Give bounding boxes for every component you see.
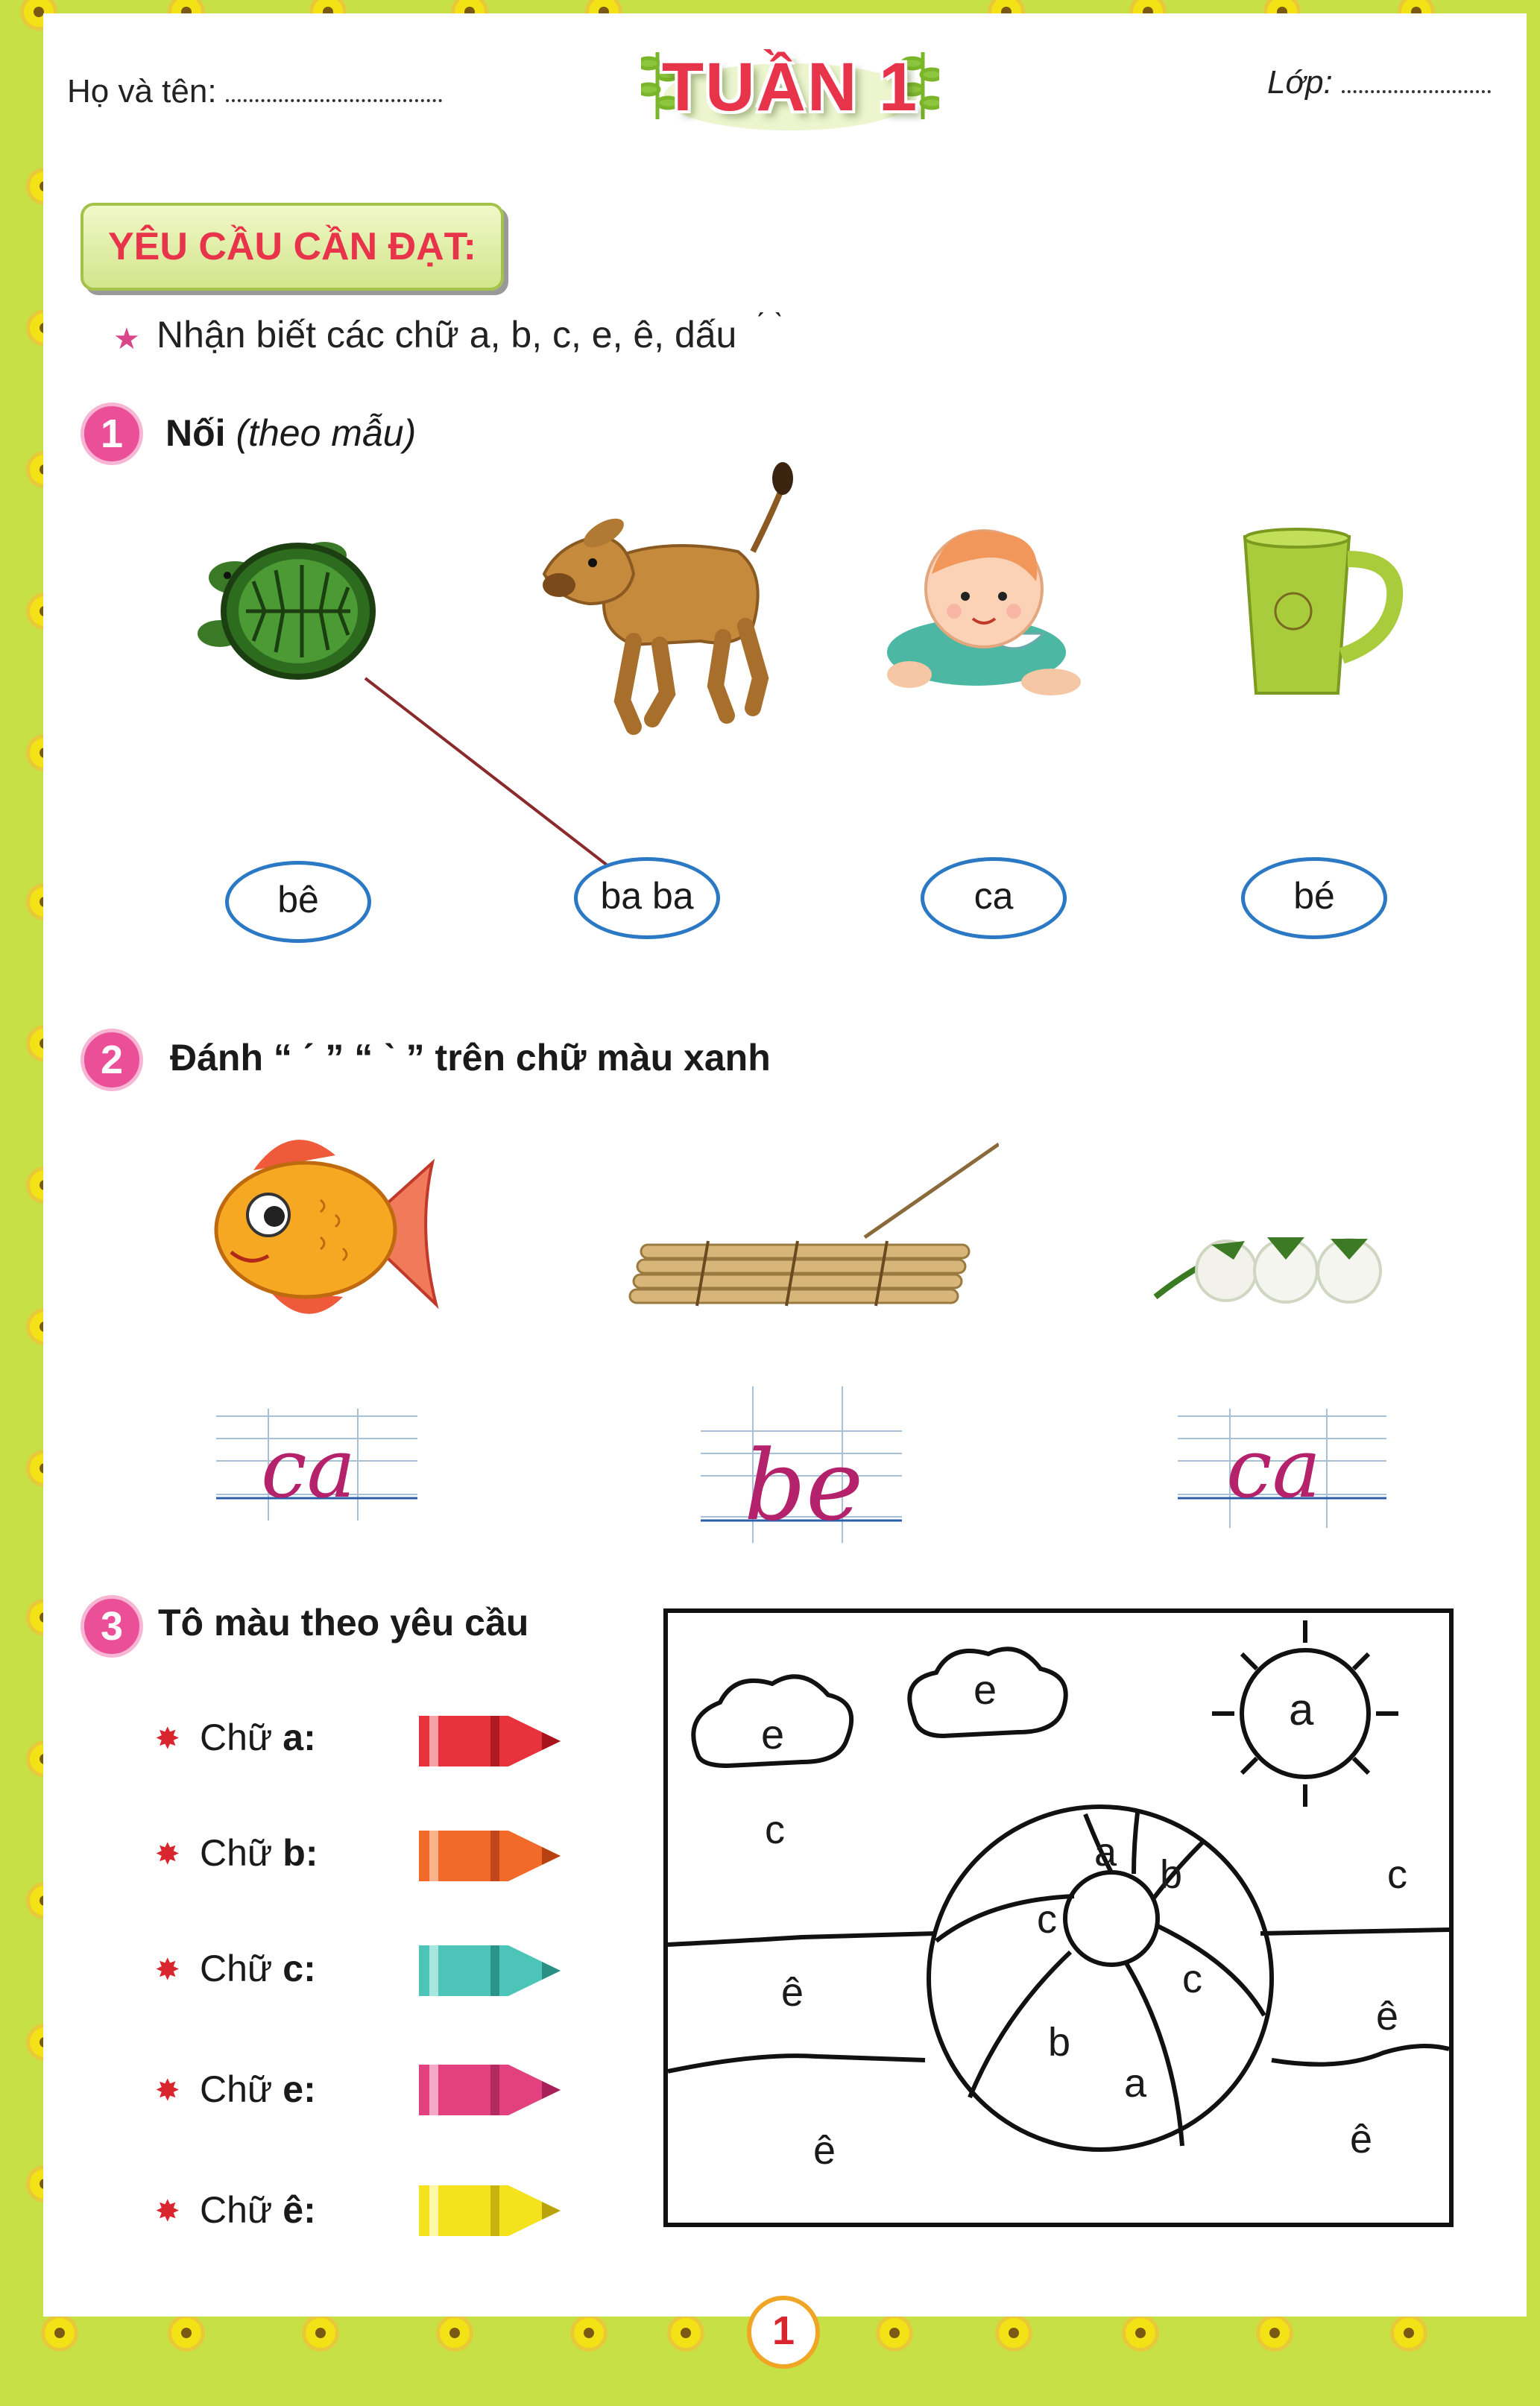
baby-icon — [880, 514, 1096, 708]
letter-sand-left: ê — [813, 2128, 836, 2173]
letter-ball-c2: c — [1182, 1957, 1202, 2001]
burst-icon: ✸ — [155, 1838, 180, 1871]
coloring-picture[interactable] — [663, 1608, 1454, 2227]
class-label: Lớp: — [1267, 64, 1333, 101]
letter-ball-a: a — [1124, 2061, 1147, 2106]
burst-icon: ✸ — [155, 1954, 180, 1986]
cursive-word-1: ca — [261, 1421, 356, 1516]
ball-seam-5 — [1126, 1963, 1182, 2146]
eggplant-icon — [1148, 1185, 1401, 1312]
legend-label-e: Chữ e: — [200, 2068, 316, 2110]
letter-sea-left: ê — [781, 1970, 804, 2015]
word-oval-ba-ba[interactable]: ba ba — [574, 857, 720, 939]
exercise-1-title-italic: (theo mẫu) — [236, 412, 417, 454]
flower-icon — [1394, 2318, 1424, 2348]
legend-label-e-hat: Chữ ê: — [200, 2189, 316, 2231]
burst-icon: ✸ — [155, 2074, 180, 2107]
horizon-left — [668, 1933, 936, 1945]
flower-icon — [880, 2318, 909, 2348]
letter-sun: a — [1289, 1684, 1314, 1734]
writing-grid-ca-1 — [209, 1409, 425, 1521]
requirements-heading: YÊU CẦU CẦN ĐẠT: — [108, 225, 476, 268]
flower-icon — [999, 2318, 1029, 2348]
horizon-right — [1260, 1930, 1449, 1933]
word-oval-be-accent[interactable]: bé — [1241, 857, 1387, 939]
class-blank[interactable] — [1342, 90, 1491, 93]
letter-sand-right: ê — [1350, 2117, 1373, 2162]
bamboo-raft-icon — [626, 1140, 999, 1319]
word-oval-be[interactable]: bê — [225, 861, 371, 943]
flower-icon — [171, 2318, 201, 2348]
name-blank[interactable] — [226, 99, 442, 102]
letter-ball-top-a: a — [1094, 1830, 1117, 1875]
class-field[interactable] — [1267, 64, 1491, 101]
letter-sea-right: ê — [1376, 1994, 1399, 2039]
letter-cloud-right: e — [973, 1666, 997, 1713]
name-label: Họ và tên: — [67, 73, 217, 110]
teal-crayon-icon[interactable] — [419, 1942, 568, 1999]
exercise-1-number: 1 — [81, 402, 143, 465]
flower-icon — [440, 2318, 470, 2348]
fish-icon — [194, 1118, 447, 1342]
flower-icon — [306, 2318, 335, 2348]
flower-icon — [45, 2318, 75, 2348]
exercise-3-title: Tô màu theo yêu cầu — [158, 1602, 529, 1644]
yellow-crayon-icon[interactable] — [419, 2182, 568, 2239]
burst-icon: ✸ — [155, 2195, 180, 2228]
pink-crayon-icon[interactable] — [419, 2062, 568, 2118]
tone-marks: ˊ ˋ — [747, 308, 784, 341]
cursive-word-2: be — [744, 1429, 864, 1542]
legend-label-c: Chữ c: — [200, 1948, 316, 1989]
requirement-text: Nhận biết các chữ a, b, c, e, ê, dấu — [157, 314, 737, 356]
week-title: TUẦN 1 — [661, 49, 919, 125]
letter-sky-right: c — [1387, 1852, 1407, 1897]
red-crayon-icon[interactable] — [419, 1713, 568, 1769]
burst-icon: ✸ — [155, 1723, 180, 1755]
legend-label-a: Chữ a: — [200, 1717, 316, 1758]
flower-icon — [574, 2318, 604, 2348]
flower-icon — [671, 2318, 701, 2348]
letter-ball-c1: c — [1037, 1897, 1057, 1942]
shore-left — [668, 2056, 925, 2071]
star-icon: ★ — [113, 323, 140, 356]
exercise-2-title: Đánh “ ˊ ” “ ˋ ” trên chữ màu xanh — [170, 1037, 771, 1079]
word-oval-ca[interactable]: ca — [921, 857, 1067, 939]
name-field[interactable] — [67, 73, 442, 110]
page-number: 1 — [747, 2296, 820, 2369]
letter-cloud-left: e — [761, 1711, 785, 1758]
cursive-word-3: ca — [1226, 1421, 1322, 1516]
week-title-badge — [641, 37, 939, 138]
sample-connection-line — [358, 671, 626, 880]
requirements-heading-box — [81, 203, 504, 291]
letter-ball-b: b — [1048, 2020, 1071, 2065]
exercise-2-number: 2 — [81, 1029, 143, 1091]
legend-label-b: Chữ b: — [200, 1832, 318, 1874]
ball-center — [1065, 1872, 1158, 1965]
orange-crayon-icon[interactable] — [419, 1828, 568, 1884]
letter-ball-top-b: b — [1160, 1852, 1183, 1897]
exercise-3-number: 3 — [81, 1595, 143, 1658]
writing-grid-ca-2 — [1170, 1409, 1394, 1528]
shore-right — [1272, 2046, 1449, 2065]
writing-grid-be — [693, 1386, 909, 1543]
flower-icon — [1260, 2318, 1290, 2348]
flower-icon — [1126, 2318, 1155, 2348]
letter-sky-left: c — [765, 1807, 785, 1852]
exercise-1-title — [165, 411, 416, 455]
requirement-item — [157, 308, 784, 356]
ball-seam-2 — [1134, 1813, 1137, 1874]
exercise-1-title-bold: Nối — [165, 412, 226, 454]
beach-scene — [668, 1613, 1449, 2223]
cup-icon — [1230, 522, 1409, 708]
ball-seam-4 — [1158, 1926, 1264, 2015]
